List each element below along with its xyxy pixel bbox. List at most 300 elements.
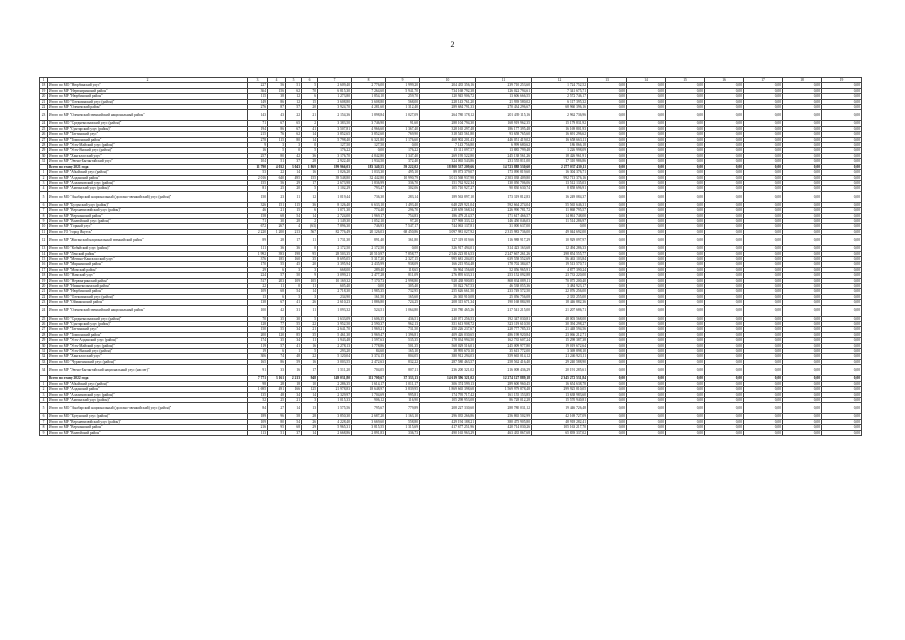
value-cell: 0,00 — [705, 430, 744, 435]
value-cell: 0,00 — [744, 94, 783, 99]
municipality-name: Итого по МР "Момский район" — [48, 267, 248, 272]
value-cell: 0,00 — [744, 121, 783, 126]
value-cell: 0 — [286, 284, 302, 289]
value-cell: 807,11 — [386, 365, 420, 376]
value-cell: 0,00 — [822, 381, 862, 386]
value-cell: 109 — [248, 289, 268, 294]
value-cell: 48 918 282,41 — [532, 419, 588, 424]
value-cell: 16 691 296,62 — [532, 132, 588, 137]
value-cell: 0,00 — [744, 137, 783, 142]
value-cell: 0,00 — [822, 343, 862, 348]
value-cell: 126 022 794,61 — [476, 88, 532, 93]
value-cell: 2 435,99 — [352, 262, 386, 267]
value-cell: 25 056 756,08 — [476, 294, 532, 299]
value-cell: 0,00 — [666, 175, 705, 180]
value-cell: 0,00 — [627, 164, 666, 169]
value-cell: 1 934,50 — [352, 159, 386, 164]
value-cell: 0,00 — [666, 278, 705, 283]
value-cell: 3 161 — [268, 376, 286, 381]
row-number: 3 — [40, 180, 48, 185]
value-cell: 35 — [302, 332, 318, 337]
value-cell: 14 — [302, 392, 318, 397]
value-cell: 21 246 923,11 — [532, 354, 588, 359]
value-cell: 7 170,73 — [352, 278, 386, 283]
table-body — [40, 78, 862, 436]
value-cell: 0,00 — [588, 164, 627, 169]
value-cell: 0,00 — [588, 175, 627, 180]
value-cell: 13 638 983,60 — [532, 392, 588, 397]
value-cell: 1 312,40 — [386, 105, 420, 110]
value-cell: 7 896,30 — [318, 224, 352, 229]
value-cell: 1 396,81 — [386, 332, 420, 337]
value-cell: 119 — [248, 343, 268, 348]
value-cell: 0,00 — [822, 143, 862, 148]
column-number: 4 — [268, 78, 286, 83]
value-cell: 734 168 792,38 — [420, 88, 476, 93]
value-cell: 0,00 — [783, 105, 822, 110]
value-cell: 318 545 561,80 — [420, 132, 476, 137]
value-cell: 0,00 — [783, 284, 822, 289]
value-cell: 0,00 — [822, 425, 862, 430]
value-cell: 0,00 — [627, 316, 666, 321]
value-cell: 185 — [268, 256, 286, 261]
value-cell: 0,00 — [783, 208, 822, 213]
value-cell: 236 200 321,02 — [420, 365, 476, 376]
value-cell: 0,00 — [627, 191, 666, 202]
column-number: 11 — [476, 78, 532, 83]
value-cell: 0,00 — [822, 137, 862, 142]
value-cell: 226 990 781,72 — [476, 208, 532, 213]
value-cell: 0,00 — [666, 235, 705, 246]
value-cell: 0,00 — [744, 235, 783, 246]
value-cell: 4 032 — [268, 164, 286, 169]
value-cell: 0,00 — [744, 191, 783, 202]
value-cell: 86 — [268, 126, 286, 131]
value-cell: 2 724,00 — [318, 213, 352, 218]
value-cell: 14 — [286, 403, 302, 414]
value-cell: 245 009 977,80 — [476, 343, 532, 348]
value-cell: 795,67 — [352, 403, 386, 414]
value-cell: 0,00 — [627, 218, 666, 223]
value-cell: 28 — [268, 381, 286, 386]
table-row — [40, 365, 862, 376]
value-cell: 3 383,50 — [318, 121, 352, 126]
value-cell: 11 — [302, 338, 318, 343]
value-cell: 0,00 — [705, 343, 744, 348]
value-cell: 19 019 672,64 — [532, 343, 588, 348]
value-cell: 86 — [268, 359, 286, 364]
value-cell: 18 446 882,36 — [532, 300, 588, 305]
value-cell: 0,00 — [666, 430, 705, 435]
municipality-name: Итого по МР "Оленекский эвенкийский национальный район" — [48, 305, 248, 316]
value-cell: 0,00 — [705, 153, 744, 158]
row-number: 4 — [40, 397, 48, 402]
row-number: 6 — [40, 202, 48, 207]
value-cell: 0,00 — [588, 376, 627, 381]
value-cell: 37 333,13 — [386, 376, 420, 381]
value-cell: 0,00 — [588, 170, 627, 175]
value-cell: 1 — [286, 349, 302, 354]
value-cell: 189 563 897,10 — [420, 191, 476, 202]
value-cell: 0,00 — [705, 110, 744, 121]
column-number: 6 — [302, 78, 318, 83]
value-cell: 0,00 — [744, 262, 783, 267]
value-cell: 270 434 296,67 — [476, 105, 532, 110]
value-cell: 81 — [248, 186, 268, 191]
value-cell: 0,00 — [705, 105, 744, 110]
value-cell: 417 677 251,96 — [420, 425, 476, 430]
value-cell: 1 071,30 — [318, 208, 352, 213]
value-cell: 55 — [268, 327, 286, 332]
value-cell: 0,00 — [822, 202, 862, 207]
value-cell: 0,00 — [822, 186, 862, 191]
municipality-name: Итого по МР "Аллаиховский улус (район)" — [48, 392, 248, 397]
value-cell: 0,00 — [588, 392, 627, 397]
municipality-name: Итого по МР "Вилюйский улус (район)" — [48, 218, 248, 223]
value-cell: 0,00 — [666, 419, 705, 424]
value-cell: 2 315 983 736,00 — [476, 229, 532, 234]
value-cell: 0,00 — [822, 403, 862, 414]
row-number: 7 — [40, 419, 48, 424]
value-cell: 0,00 — [666, 143, 705, 148]
value-cell: 168 919 962,35 — [476, 121, 532, 126]
value-cell: 28 — [302, 159, 318, 164]
value-cell: 0,00 — [744, 83, 783, 88]
value-cell: 0,00 — [705, 392, 744, 397]
value-cell: 0,00 — [822, 218, 862, 223]
municipality-name: Итого по МР "Жиганский национальный эвенкийский район" — [48, 235, 248, 246]
value-cell: 0,00 — [588, 284, 627, 289]
value-cell: 215 — [248, 132, 268, 137]
table-row — [40, 191, 862, 202]
value-cell: 18 648,97 — [352, 387, 386, 392]
value-cell: 0,00 — [627, 148, 666, 153]
row-number: 20 — [40, 284, 48, 289]
value-cell: 0,00 — [627, 430, 666, 435]
value-cell: 3 952,50 — [318, 322, 352, 327]
value-cell: 0,00 — [666, 164, 705, 169]
value-cell: 0,00 — [588, 414, 627, 419]
value-cell: 257 — [248, 153, 268, 158]
value-cell: 0,00 — [666, 88, 705, 93]
value-cell: 104 — [248, 159, 268, 164]
value-cell: 245 138 561,26 — [476, 153, 532, 158]
value-cell: 27 — [268, 403, 286, 414]
value-cell: 5 120,04 — [318, 354, 352, 359]
value-cell: 120 — [268, 332, 286, 337]
row-number: 9 — [40, 218, 48, 223]
value-cell: 0,00 — [666, 251, 705, 256]
value-cell: 14 — [302, 430, 318, 435]
value-cell: 0,00 — [666, 300, 705, 305]
value-cell: 0,00 — [822, 365, 862, 376]
value-cell: 2 718,30 — [318, 289, 352, 294]
value-cell: 0,00 — [666, 294, 705, 299]
value-cell: 0,00 — [705, 186, 744, 191]
value-cell: 111 — [248, 246, 268, 251]
municipality-name: Итого по МО "Намский улус" — [48, 273, 248, 278]
value-cell: 0,00 — [822, 273, 862, 278]
value-cell: 517 — [248, 278, 268, 283]
value-cell: 1 027,09 — [386, 110, 420, 121]
value-cell: 183 340,55 — [352, 164, 386, 169]
value-cell: 490 165 963,29 — [420, 430, 476, 435]
value-cell: 3 608,80 — [352, 99, 386, 104]
row-number: 5 — [40, 403, 48, 414]
value-cell: 26 365 910,08 — [420, 294, 476, 299]
value-cell: 793,47 — [352, 186, 386, 191]
value-cell: 0,00 — [783, 354, 822, 359]
value-cell: 80 — [286, 137, 302, 142]
municipality-name: Итого по МР "Таттинский улус" — [48, 132, 248, 137]
row-number: 18 — [40, 273, 48, 278]
value-cell: 0,00 — [627, 202, 666, 207]
value-cell: 3 — [286, 267, 302, 272]
row-number: 28 — [40, 332, 48, 337]
value-cell: 0,00 — [783, 403, 822, 414]
value-cell: 0,00 — [588, 235, 627, 246]
value-cell: 0,00 — [744, 294, 783, 299]
value-cell: 0,00 — [783, 186, 822, 191]
value-cell: 1 102,29 — [318, 186, 352, 191]
value-cell: 0,00 — [705, 278, 744, 283]
value-cell: 7 341 675,71 — [532, 88, 588, 93]
value-cell: 468 902 201,43 — [420, 137, 476, 142]
value-cell: 832,22 — [386, 359, 420, 364]
value-cell: 54 — [286, 419, 302, 424]
value-cell: 0,00 — [705, 224, 744, 229]
municipality-name: Итого по МР "Булунский улус (район)" — [48, 202, 248, 207]
value-cell: 0,00 — [705, 180, 744, 185]
value-cell: 0,00 — [822, 305, 862, 316]
value-cell: 199 966,03 — [318, 164, 352, 169]
value-cell: 2 345 272 531,84 — [532, 376, 588, 381]
value-cell: 0,00 — [666, 132, 705, 137]
value-cell: 891,40 — [352, 235, 386, 246]
value-cell: 26 — [302, 419, 318, 424]
value-cell: 111 700,67 — [352, 376, 386, 381]
value-cell: 0,00 — [627, 327, 666, 332]
column-number: 3 — [248, 78, 268, 83]
value-cell: 12 — [302, 191, 318, 202]
value-cell: 11 790 — [248, 164, 268, 169]
value-cell: 0,00 — [666, 191, 705, 202]
value-cell: 1 511,20 — [318, 365, 352, 376]
value-cell: 34 — [286, 338, 302, 343]
column-number: 12 — [532, 78, 588, 83]
value-cell: 5 461,30 — [318, 332, 352, 337]
value-cell: 22 — [286, 110, 302, 121]
value-cell: 3 815,55 — [352, 425, 386, 430]
value-cell: 68 450,86 — [386, 229, 420, 234]
value-cell: 962,13 — [386, 322, 420, 327]
value-cell: 0,00 — [666, 365, 705, 376]
value-cell: 0,00 — [705, 300, 744, 305]
value-cell: 0,00 — [627, 126, 666, 131]
value-cell: 0,00 — [822, 235, 862, 246]
value-cell: 0,00 — [588, 332, 627, 337]
value-cell: 0,00 — [666, 376, 705, 381]
value-cell: 9 — [302, 273, 318, 278]
value-cell: 20 126,03 — [352, 229, 386, 234]
value-cell: 250 226 237,67 — [420, 327, 476, 332]
value-cell: 0,00 — [744, 148, 783, 153]
value-cell: 1 992 — [248, 251, 268, 256]
row-number: 13 — [40, 246, 48, 251]
value-cell: 149 — [248, 99, 268, 104]
value-cell: 234,90 — [318, 294, 352, 299]
value-cell: 393 — [268, 251, 286, 256]
value-cell: 1 597,63 — [352, 338, 386, 343]
value-cell: 34 — [286, 392, 302, 397]
value-cell: 42 — [286, 153, 302, 158]
value-cell: 0,00 — [588, 322, 627, 327]
value-cell: 18 800 537 209,66 — [420, 164, 476, 169]
value-cell: 14 — [286, 170, 302, 175]
municipality-name: Итого по МР "Нерюнгринский район" — [48, 88, 248, 93]
value-cell: 0,00 — [588, 224, 627, 229]
value-cell: 1 943,48 — [318, 338, 352, 343]
value-cell: 0,00 — [588, 213, 627, 218]
value-cell: 95 — [302, 251, 318, 256]
value-cell: 146 450 046,03 — [476, 218, 532, 223]
value-cell: 2 610,23 — [318, 300, 352, 305]
municipality-name: Итого по МР "Верхоянский район" — [48, 213, 248, 218]
value-cell: 2 — [302, 218, 318, 223]
column-number: 14 — [627, 78, 666, 83]
value-cell: 0,00 — [627, 354, 666, 359]
value-cell: 0,00 — [588, 316, 627, 321]
value-cell: 21 — [302, 110, 318, 121]
value-cell: 0,00 — [666, 94, 705, 99]
value-cell: 0,00 — [705, 121, 744, 126]
municipality-name: Итого по МР "Амгинский улус (район)" — [48, 397, 248, 402]
value-cell: 0,00 — [744, 159, 783, 164]
row-number: 11 — [40, 229, 48, 234]
value-cell: 0,00 — [822, 256, 862, 261]
value-cell: 0,00 — [666, 229, 705, 234]
municipality-name: Итого по МР "Мегино-Кангаласский улус" — [48, 256, 248, 261]
value-cell: 1 898,84 — [352, 110, 386, 121]
value-cell: 3 099,21 — [318, 273, 352, 278]
value-cell: 0,00 — [744, 132, 783, 137]
value-cell: 1 019,44 — [318, 191, 352, 202]
value-cell: 84,60 — [352, 349, 386, 354]
value-cell: 0,00 — [588, 83, 627, 88]
value-cell: 105 163 217,70 — [532, 425, 588, 430]
row-number: 20 — [40, 94, 48, 99]
value-cell: 0,00 — [744, 349, 783, 354]
value-cell: 162 735 607,24 — [476, 338, 532, 343]
value-cell: 166 215 954,48 — [420, 262, 476, 267]
value-cell: 1 695 — [248, 387, 268, 392]
value-cell: 115 — [248, 94, 268, 99]
value-cell: 28 — [268, 235, 286, 246]
value-cell: 12 — [286, 94, 302, 99]
value-cell: 0,00 — [588, 132, 627, 137]
value-cell: 2 154,36 — [318, 110, 352, 121]
value-cell: 0,00 — [666, 425, 705, 430]
value-cell: 495 — [286, 175, 302, 180]
value-cell: 56 — [268, 180, 286, 185]
value-cell: 165 — [248, 359, 268, 364]
value-cell: 97,20 — [386, 218, 420, 223]
municipality-name: Итого по МР "Алданский район" — [48, 387, 248, 392]
value-cell: 380 475 905,80 — [476, 419, 532, 424]
value-cell: 0,00 — [744, 267, 783, 272]
value-cell: 0,00 — [744, 419, 783, 424]
value-cell: 0,00 — [627, 99, 666, 104]
value-cell: 42 — [268, 305, 286, 316]
value-cell: 1 149,30 — [318, 218, 352, 223]
municipality-name: Итого по МО "Анабарский национальный (долгано-эвенкийский) улус (район)" — [48, 403, 248, 414]
value-cell: 233 749 572,50 — [476, 289, 532, 294]
municipality-name: Итого по МР "Ленский район" — [48, 251, 248, 256]
value-cell: 6 — [268, 349, 286, 354]
value-cell: 0,00 — [783, 180, 822, 185]
value-cell: 0 — [302, 246, 318, 251]
column-number: 19 — [822, 78, 862, 83]
value-cell: 0,00 — [783, 349, 822, 354]
value-cell: 59 — [286, 359, 302, 364]
municipality-name: Итого по МО "Кобяйский улус (район)" — [48, 246, 248, 251]
column-number: 5 — [286, 78, 302, 83]
value-cell: 0,00 — [627, 105, 666, 110]
value-cell: 190 168 884,98 — [476, 300, 532, 305]
value-cell: 0,00 — [588, 246, 627, 251]
value-cell: 0,00 — [744, 153, 783, 158]
value-cell: 0,00 — [588, 294, 627, 299]
value-cell: 0,00 — [588, 105, 627, 110]
value-cell: 0,00 — [627, 224, 666, 229]
municipality-name: Итого по МО "Булунский улус (район)" — [48, 414, 248, 419]
value-cell: 0,00 — [822, 392, 862, 397]
value-cell: 0,00 — [783, 305, 822, 316]
value-cell: 0,00 — [705, 94, 744, 99]
value-cell: 0,00 — [783, 294, 822, 299]
column-number: 16 — [705, 78, 744, 83]
value-cell: 0,00 — [627, 289, 666, 294]
value-cell: 0,00 — [744, 143, 783, 148]
column-number: 8 — [352, 78, 386, 83]
value-cell: 5 941,70 — [386, 88, 420, 93]
value-cell: 57 — [268, 343, 286, 348]
value-cell: 15 — [302, 99, 318, 104]
value-cell: 25 — [268, 397, 286, 402]
value-cell: 0,00 — [705, 305, 744, 316]
value-cell: 231 555 811,00 — [476, 159, 532, 164]
row-number: 12 — [40, 235, 48, 246]
value-cell: 2 472,63 — [352, 359, 386, 364]
value-cell: 324 065 543,86 — [420, 159, 476, 164]
value-cell: 11 — [302, 235, 318, 246]
value-cell: 0,00 — [744, 354, 783, 359]
row-number: 26 — [40, 132, 48, 137]
value-cell: 0,00 — [783, 153, 822, 158]
value-cell: 0,00 — [783, 110, 822, 121]
value-cell: 45 — [286, 262, 302, 267]
value-cell: 0,00 — [783, 148, 822, 153]
value-cell: 1 999,20 — [386, 83, 420, 88]
value-cell: 0,00 — [783, 164, 822, 169]
value-cell: 259,70 — [386, 94, 420, 99]
value-cell: 3 — [302, 267, 318, 272]
value-cell: 0,00 — [744, 186, 783, 191]
value-cell: 804,05 — [386, 354, 420, 359]
municipality-name: Итого по МО "Чурапчинский улус (район)" — [48, 359, 248, 364]
value-cell: 105 710 927,27 — [420, 186, 476, 191]
value-cell: 35 — [268, 316, 286, 321]
